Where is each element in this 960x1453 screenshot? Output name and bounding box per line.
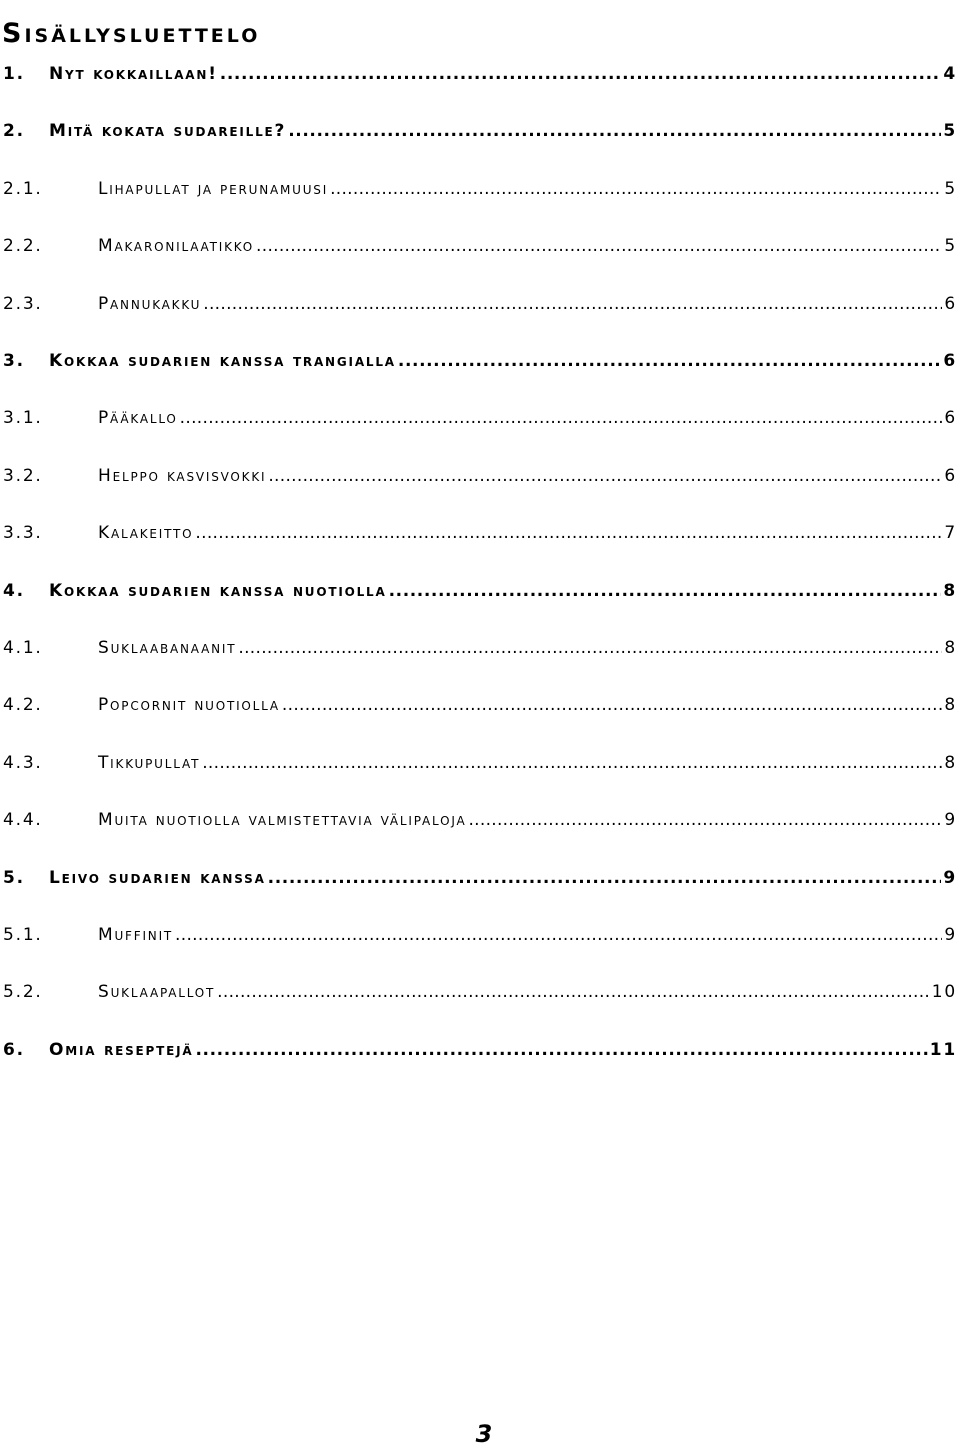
toc-entry-page: 5 <box>944 236 957 257</box>
toc-entry-page: 4 <box>943 64 957 84</box>
toc-entry[interactable] <box>0 177 960 207</box>
toc-entry-page: 9 <box>943 867 957 888</box>
toc-entry[interactable] <box>0 521 960 551</box>
toc-entry-title: Nyt kokkaillaan! <box>49 64 218 84</box>
toc-entry-title: Makaronilaatikko <box>98 236 255 257</box>
toc-entry-number: 4.4. <box>3 810 43 831</box>
toc-entry-title: Pannukakku <box>98 293 202 314</box>
toc-entry-number: 5.1. <box>3 925 43 945</box>
toc-dot-leader <box>330 177 942 201</box>
toc-entry-number: 5. <box>3 867 25 888</box>
toc-entry-page: 5 <box>943 121 957 142</box>
toc-entry-number: 5.2. <box>3 982 43 1003</box>
toc-dot-leader <box>180 406 943 430</box>
toc-entry-number: 4.3. <box>3 752 43 773</box>
toc-entry-title: Popcornit nuotiolla <box>98 695 280 716</box>
toc-entry-title: Leivo sudarien kanssa <box>49 867 266 888</box>
toc-entry-number: 2.1. <box>3 178 43 199</box>
toc-entry[interactable] <box>0 1038 960 1068</box>
toc-dot-leader <box>202 751 942 775</box>
toc-dot-leader <box>282 693 942 717</box>
toc-entry-number: 3.1. <box>3 408 43 429</box>
toc-entry-page: 11 <box>929 1039 957 1060</box>
toc-entry[interactable] <box>0 579 960 609</box>
toc-dot-leader <box>175 923 942 947</box>
page-number: 3 <box>475 1420 493 1448</box>
toc-entry[interactable] <box>0 866 960 896</box>
toc-dot-leader <box>389 579 942 603</box>
toc-entry[interactable] <box>0 234 960 264</box>
toc-entry-title: Muita nuotiolla valmistettavia välipaloja <box>98 810 467 831</box>
toc-entry-page: 9 <box>944 925 957 945</box>
toc-entry[interactable] <box>0 62 960 92</box>
toc-entry-page: 8 <box>944 638 957 658</box>
toc-entry-title: Muffinit <box>98 925 174 945</box>
toc-dot-leader <box>468 808 942 832</box>
toc-entry[interactable] <box>0 636 960 666</box>
toc-entry-number: 2. <box>3 121 25 142</box>
toc-entry-title: Suklaabanaanit <box>98 638 237 658</box>
toc-entry[interactable] <box>0 349 960 379</box>
toc-entry-page: 6 <box>944 465 957 486</box>
toc-entry-page: 5 <box>944 178 957 199</box>
toc-entry-number: 4.2. <box>3 695 43 716</box>
toc-entry-title: Lihapullat ja perunamuusi <box>98 178 329 199</box>
toc-entry-page: 7 <box>944 523 957 544</box>
toc-dot-leader <box>238 636 942 660</box>
toc-entry-page: 9 <box>944 810 957 831</box>
toc-entry[interactable] <box>0 292 960 322</box>
toc-entry[interactable] <box>0 464 960 494</box>
toc-entry-number: 2.3. <box>3 293 43 314</box>
toc-entry-title: Kokkaa sudarien kanssa nuotiolla <box>49 580 387 601</box>
toc-entry-number: 3.2. <box>3 465 43 486</box>
toc-entry-number: 1. <box>3 64 25 84</box>
toc-entry[interactable] <box>0 980 960 1010</box>
toc-entry[interactable] <box>0 406 960 436</box>
toc-entry-page: 10 <box>931 982 957 1003</box>
toc-entry-number: 4. <box>3 580 25 601</box>
page-title: Sisällysluettelo <box>2 18 261 50</box>
toc-entry-page: 6 <box>943 351 957 371</box>
toc-entry[interactable] <box>0 693 960 723</box>
toc-dot-leader <box>268 866 942 890</box>
toc-entry-number: 2.2. <box>3 236 43 257</box>
toc-entry[interactable] <box>0 751 960 781</box>
toc-dot-leader <box>268 464 942 488</box>
toc-entry-page: 6 <box>944 408 957 429</box>
toc-entry-number: 3. <box>3 351 25 371</box>
toc-dot-leader <box>203 292 942 316</box>
toc-entry-number: 3.3. <box>3 523 43 544</box>
toc-dot-leader <box>220 62 942 86</box>
toc-entry[interactable] <box>0 808 960 838</box>
toc-entry-title: Kokkaa sudarien kanssa trangialla <box>49 351 396 371</box>
toc-entry-page: 8 <box>944 695 957 716</box>
toc-dot-leader <box>288 119 941 143</box>
toc-entry-number: 6. <box>3 1039 25 1060</box>
toc-entry-title: Pääkallo <box>98 408 178 429</box>
toc-entry-title: Mitä kokata sudareille? <box>49 121 287 142</box>
toc-entry[interactable] <box>0 923 960 953</box>
toc-entry[interactable] <box>0 119 960 149</box>
toc-dot-leader <box>398 349 941 373</box>
toc-entry-title: Kalakeitto <box>98 523 194 544</box>
toc-entry-page: 8 <box>943 580 957 601</box>
toc-entry-title: Omia reseptejä <box>49 1039 194 1060</box>
toc-entry-number: 4.1. <box>3 638 43 658</box>
toc-entry-page: 8 <box>944 752 957 773</box>
toc-dot-leader <box>195 521 942 545</box>
toc-entry-title: Tikkupullat <box>98 752 201 773</box>
toc-dot-leader <box>195 1038 927 1062</box>
toc-dot-leader <box>256 234 942 258</box>
toc-dot-leader <box>217 980 930 1004</box>
toc-entry-title: Helppo kasvisvokki <box>98 465 267 486</box>
toc-entry-page: 6 <box>944 293 957 314</box>
toc-entry-title: Suklaapallot <box>98 982 216 1003</box>
